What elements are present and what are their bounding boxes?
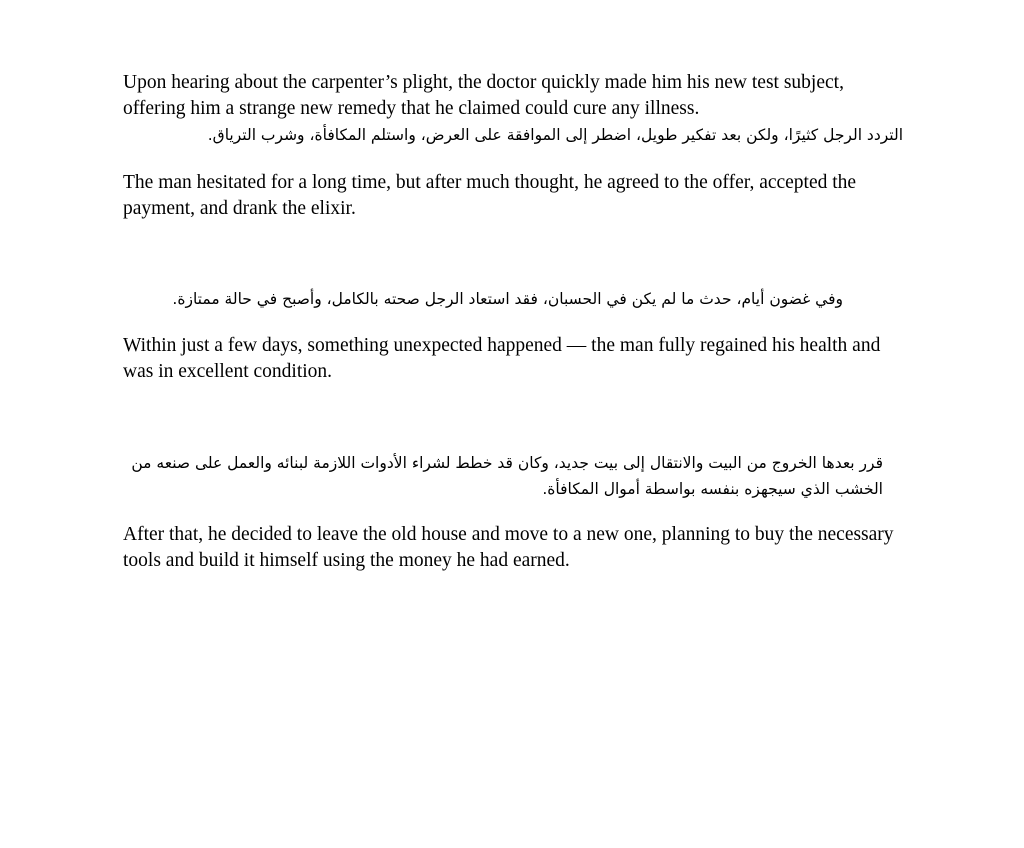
paragraph-1-english xyxy=(123,70,903,122)
paragraph-4-english: After that, he decided to leave the old house and move to a new one, planning to buy the necessary tools and build it himself using the money he had earned. xyxy=(123,524,894,571)
paragraph-1-text: Upon hearing about the carpenter’s plight, the doctor quickly made him his new test subject, offering him a strange new remedy that he claimed could cure any illness. xyxy=(123,72,844,119)
arabic-paragraph-1: التردد الرجل كثيرًا، ولكن بعد تفكير طويل، اضطر إلى الموافقة على العرض، واستلم المكافأة، وشرب الترياق. xyxy=(207,126,903,144)
arabic-paragraph-3: قرر بعدها الخروج من البيت والانتقال إلى بيت جديد، وكان قد خطط لشراء الأدوات اللازمة لبنائه والعمل على صنعه من الخشب الذي سيجهزه بنفسه بواسطة أموال المكافأة. xyxy=(131,454,883,498)
paragraph-3-english: Within just a few days, something unexpected happened — the man fully regained his health and was in excellent condition. xyxy=(123,335,881,382)
arabic-paragraph-2: وفي غضون أيام، حدث ما لم يكن في الحسبان، فقد استعاد الرجل صحته بالكامل، وأصبح في حالة ممتازة. xyxy=(172,290,843,308)
paragraph-2-english: The man hesitated for a long time, but after much thought, he agreed to the offer, accepted the payment, and drank the elixir. xyxy=(123,172,857,219)
paragraph-1-block xyxy=(123,70,903,148)
